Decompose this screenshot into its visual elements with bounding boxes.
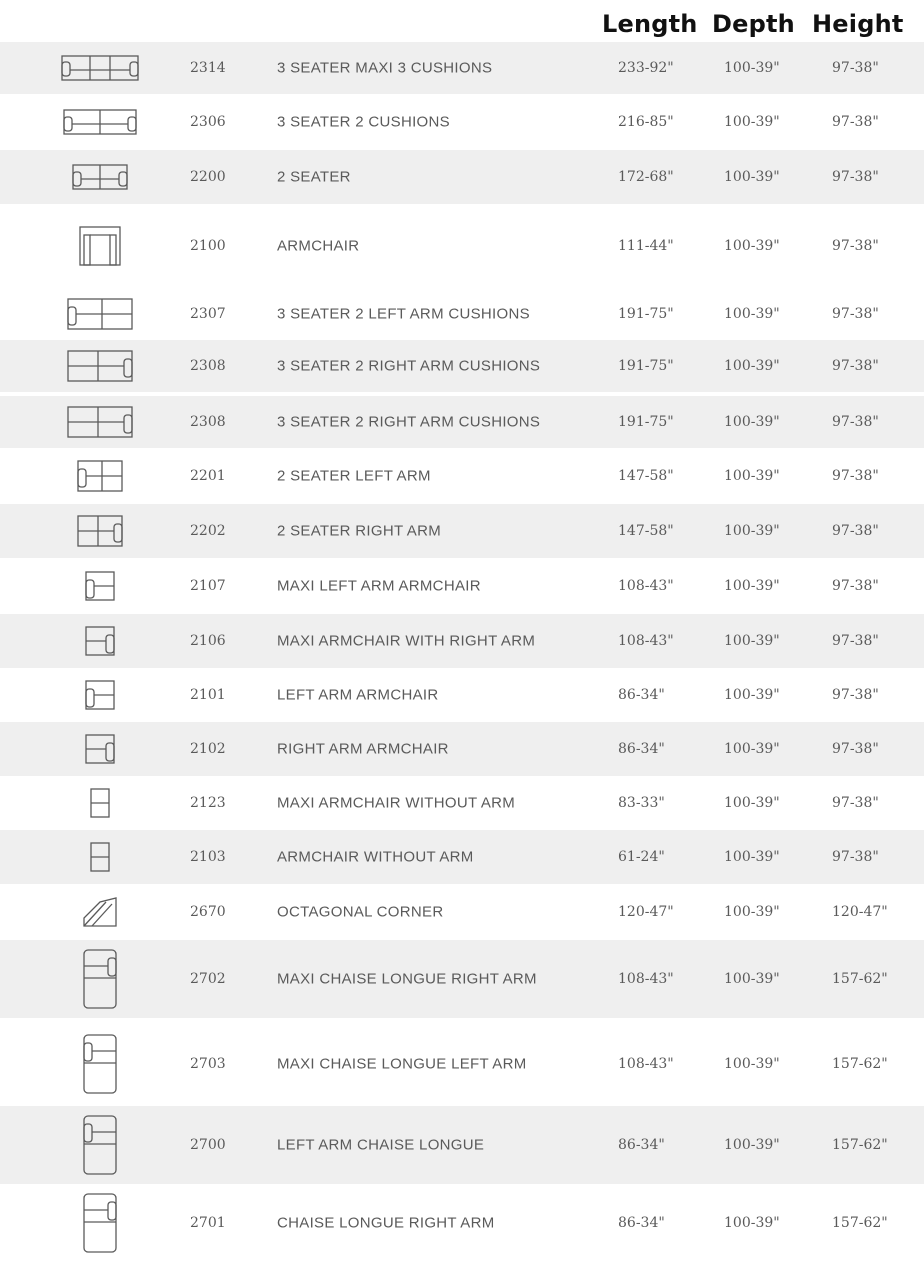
table-row: [0, 42, 924, 94]
length-value: 108-43": [618, 578, 674, 594]
chaise-left-arm-icon: [40, 1106, 160, 1184]
product-description: 3 SEATER 2 CUSHIONS: [277, 113, 450, 131]
length-value: 108-43": [618, 971, 674, 987]
length-value: 108-43": [618, 633, 674, 649]
chair-left-arm-icon: [40, 668, 160, 722]
loveseat-left-arm-icon: [40, 448, 160, 504]
height-value: 157-62": [832, 971, 888, 987]
product-code: 2703: [190, 1056, 226, 1072]
product-description: 2 SEATER: [277, 168, 351, 186]
product-code: 2702: [190, 971, 226, 987]
table-row: [0, 830, 924, 884]
product-description: 3 SEATER 2 LEFT ARM CUSHIONS: [277, 305, 530, 323]
product-code: 2306: [190, 114, 226, 130]
product-description: ARMCHAIR WITHOUT ARM: [277, 848, 474, 866]
sofa-2-seater-icon: [40, 150, 160, 204]
height-value: 97-38": [832, 414, 879, 430]
depth-value: 100-39": [724, 904, 780, 920]
length-value: 86-34": [618, 1137, 665, 1153]
depth-value: 100-39": [724, 687, 780, 703]
length-value: 86-34": [618, 687, 665, 703]
product-code: 2102: [190, 741, 226, 757]
product-code: 2701: [190, 1215, 226, 1231]
depth-value: 100-39": [724, 169, 780, 185]
table-row: [0, 448, 924, 504]
product-description: LEFT ARM CHAISE LONGUE: [277, 1136, 485, 1154]
chaise-left-arm-icon: [40, 1022, 160, 1106]
height-value: 97-38": [832, 114, 879, 130]
length-value: 86-34": [618, 1215, 665, 1231]
sofa-2-cushion-icon: [40, 94, 160, 150]
length-value: 233-92": [618, 60, 674, 76]
product-code: 2308: [190, 414, 226, 430]
product-description: CHAISE LONGUE RIGHT ARM: [277, 1214, 495, 1232]
table-row: [0, 1022, 924, 1106]
product-description: MAXI ARMCHAIR WITH RIGHT ARM: [277, 632, 536, 650]
height-value: 97-38": [832, 238, 879, 254]
length-column-header: Length: [602, 10, 698, 38]
sofa-right-arm-icon: [40, 340, 160, 392]
loveseat-right-arm-icon: [40, 504, 160, 558]
height-column-header: Height: [812, 10, 904, 38]
product-description: MAXI CHAISE LONGUE RIGHT ARM: [277, 970, 537, 988]
length-value: 111-44": [618, 238, 674, 254]
height-value: 97-38": [832, 795, 879, 811]
depth-value: 100-39": [724, 741, 780, 757]
chair-armless-icon: [40, 776, 160, 830]
product-code: 2106: [190, 633, 226, 649]
height-value: 97-38": [832, 687, 879, 703]
depth-value: 100-39": [724, 633, 780, 649]
product-code: 2201: [190, 468, 226, 484]
depth-value: 100-39": [724, 849, 780, 865]
table-header: [0, 0, 924, 42]
product-code: 2123: [190, 795, 226, 811]
product-description: 2 SEATER RIGHT ARM: [277, 522, 442, 540]
product-description: OCTAGONAL CORNER: [277, 903, 444, 921]
length-value: 147-58": [618, 523, 674, 539]
depth-value: 100-39": [724, 60, 780, 76]
height-value: 157-62": [832, 1137, 888, 1153]
height-value: 97-38": [832, 523, 879, 539]
height-value: 97-38": [832, 633, 879, 649]
height-value: 97-38": [832, 169, 879, 185]
product-code: 2307: [190, 306, 226, 322]
depth-value: 100-39": [724, 238, 780, 254]
length-value: 120-47": [618, 904, 674, 920]
depth-value: 100-39": [724, 795, 780, 811]
product-description: LEFT ARM ARMCHAIR: [277, 686, 439, 704]
table-row: [0, 940, 924, 1018]
product-code: 2200: [190, 169, 226, 185]
table-row: [0, 776, 924, 830]
sofa-right-arm-icon: [40, 396, 160, 448]
sofa-3-cushion-icon: [40, 42, 160, 94]
chair-right-arm-icon: [40, 614, 160, 668]
product-code: 2700: [190, 1137, 226, 1153]
product-description: RIGHT ARM ARMCHAIR: [277, 740, 449, 758]
table-row: [0, 150, 924, 204]
product-code: 2103: [190, 849, 226, 865]
height-value: 97-38": [832, 741, 879, 757]
table-row: [0, 94, 924, 150]
depth-value: 100-39": [724, 578, 780, 594]
height-value: 97-38": [832, 358, 879, 374]
depth-value: 100-39": [724, 358, 780, 374]
armchair-icon: [40, 204, 160, 288]
height-value: 97-38": [832, 468, 879, 484]
length-value: 61-24": [618, 849, 665, 865]
product-code: 2202: [190, 523, 226, 539]
length-value: 172-68": [618, 169, 674, 185]
table-row: [0, 614, 924, 668]
table-row: [0, 722, 924, 776]
depth-value: 100-39": [724, 971, 780, 987]
sofa-left-arm-icon: [40, 288, 160, 340]
table-row: [0, 204, 924, 288]
depth-value: 100-39": [724, 414, 780, 430]
product-description: MAXI ARMCHAIR WITHOUT ARM: [277, 794, 516, 812]
corner-icon: [40, 884, 160, 940]
depth-value: 100-39": [724, 523, 780, 539]
height-value: 97-38": [832, 849, 879, 865]
depth-value: 100-39": [724, 1137, 780, 1153]
depth-value: 100-39": [724, 114, 780, 130]
chaise-right-arm-icon: [40, 940, 160, 1018]
chaise-right-arm-icon: [40, 1184, 160, 1262]
product-description: MAXI LEFT ARM ARMCHAIR: [277, 577, 481, 595]
height-value: 120-47": [832, 904, 888, 920]
product-description: MAXI CHAISE LONGUE LEFT ARM: [277, 1055, 527, 1073]
depth-value: 100-39": [724, 468, 780, 484]
chair-right-arm-icon: [40, 722, 160, 776]
height-value: 157-62": [832, 1215, 888, 1231]
product-code: 2107: [190, 578, 226, 594]
length-value: 86-34": [618, 741, 665, 757]
product-description: 3 SEATER MAXI 3 CUSHIONS: [277, 59, 493, 77]
height-value: 97-38": [832, 306, 879, 322]
depth-value: 100-39": [724, 1215, 780, 1231]
product-code: 2101: [190, 687, 226, 703]
depth-column-header: Depth: [712, 10, 795, 38]
depth-value: 100-39": [724, 1056, 780, 1072]
product-description: 3 SEATER 2 RIGHT ARM CUSHIONS: [277, 413, 541, 431]
product-description: ARMCHAIR: [277, 237, 360, 255]
table-row: [0, 288, 924, 340]
length-value: 83-33": [618, 795, 665, 811]
product-code: 2100: [190, 238, 226, 254]
table-row: [0, 504, 924, 558]
product-description: 3 SEATER 2 RIGHT ARM CUSHIONS: [277, 357, 541, 375]
depth-value: 100-39": [724, 306, 780, 322]
table-row: [0, 396, 924, 448]
height-value: 157-62": [832, 1056, 888, 1072]
product-code: 2670: [190, 904, 226, 920]
length-value: 191-75": [618, 358, 674, 374]
product-code: 2314: [190, 60, 226, 76]
table-row: [0, 340, 924, 392]
length-value: 216-85": [618, 114, 674, 130]
table-row: [0, 884, 924, 940]
product-description: 2 SEATER LEFT ARM: [277, 467, 431, 485]
length-value: 191-75": [618, 306, 674, 322]
height-value: 97-38": [832, 60, 879, 76]
length-value: 108-43": [618, 1056, 674, 1072]
chair-armless-icon: [40, 830, 160, 884]
table-row: [0, 1106, 924, 1184]
chair-left-arm-icon: [40, 558, 160, 614]
length-value: 147-58": [618, 468, 674, 484]
length-value: 191-75": [618, 414, 674, 430]
table-row: [0, 668, 924, 722]
table-row: [0, 558, 924, 614]
product-code: 2308: [190, 358, 226, 374]
height-value: 97-38": [832, 578, 879, 594]
table-row: [0, 1184, 924, 1262]
